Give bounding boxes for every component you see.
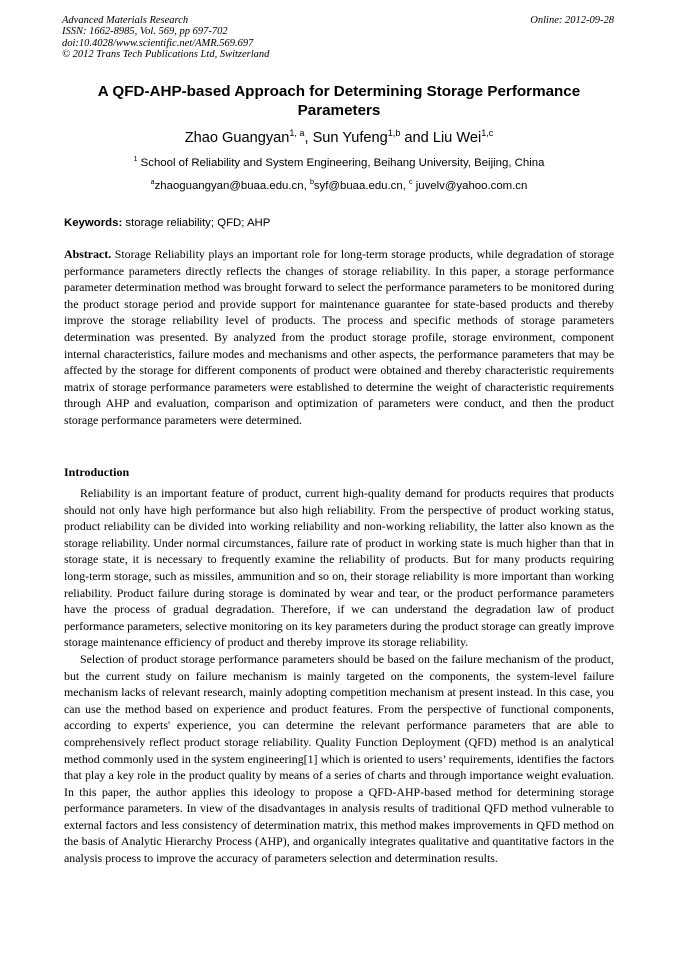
- doi-line: doi:10.4028/www.scientific.net/AMR.569.697: [62, 37, 254, 49]
- keywords: [64, 216, 614, 230]
- affiliation-text: School of Reliability and System Engineering, Beihang University, Beijing, China: [140, 157, 545, 169]
- email-link[interactable]: syf@buaa.edu.cn: [313, 180, 403, 192]
- author-name: Zhao Guangyan: [184, 130, 290, 146]
- author-name: Liu Wei: [432, 130, 482, 146]
- journal-name: Advanced Materials Research: [62, 15, 189, 26]
- author-affiliation-mark: 1,c: [481, 128, 494, 139]
- paragraph: Selection of product storage performance parameters should be based on the failure mechanism of the product, but the current study on failure mechanism is mainly targeted on the components, the system-level failure mechanism lacks of relevant research, mainly adopting competition mechanism at present instead. In this case, you can use the method based on experience and product features. From the perspective of functional components, according to experts' experience, you can determine the relevant performance parameters that are able to comprehensively reflect product storage reliability. Quality Function Deployment (QFD) method is an analytical method commonly used in the system engineering[1] which is oriented to users’ requirements, identifies the factors that play a key role in the product quality by means of a series of charts and through importance weight evaluation. In this paper, the author applies this ideology to propose a QFD-AHP-based method for determining storage performance parameters. In view of the disadvantages in analysis results of traditional QFD method vulnerable to external factors and less consistency of determination matrix, this method makes improvements in QFD method on the basis of Analytic Hierarchy Process (AHP), and organically integrates qualitative and quantitative factors in the analysis process to improve the accuracy of parameters selection and determination results.: [64, 651, 614, 866]
- keywords-text: storage reliability; QFD; AHP: [125, 217, 271, 229]
- paper-title: A QFD-AHP-based Approach for Determining Storage Performance Parameters: [97, 83, 581, 119]
- email-mark: c: [409, 179, 413, 187]
- author-list: [60, 129, 618, 147]
- section-heading-introduction: Introduction: [64, 465, 130, 479]
- author-separator: ,: [304, 130, 313, 146]
- email-link[interactable]: zhaoguangyan@buaa.edu.cn: [154, 180, 304, 192]
- email-link[interactable]: juvelv@yahoo.com.cn: [415, 180, 528, 192]
- online-date: Online: 2012-09-28: [530, 15, 614, 26]
- abstract-text: Storage Reliability plays an important role for long-term storage products, while degradation of storage performance parameters directly reflects the changes of storage reliability. In this paper, a storage performance parameter determination method was brought forward to select the performance parameters to be monitored during the product storage period and provide support for maintenance guarantee for state-based products and thereby improve the storage reliability level of products. The process and specific methods of storage parameters determination was presented. By analyzed from the product storage profile, storage environment, component internal characteristics, failure modes and mechanisms and other aspects, the performance parameters that may be affected by the storage for different components of product were obtained and thereby characteristic requirements matrix of storage performance parameters were established to determine the weight of characteristic requirements through AHP and evaluation, comparison and optimization of parameters were conduct, and then the product storage performance parameters were determined.: [64, 247, 614, 427]
- author-affiliation-mark: 1, a: [289, 128, 305, 139]
- affiliation: [60, 156, 618, 170]
- affiliation-mark: 1: [133, 156, 138, 164]
- keywords-label: Keywords:: [64, 217, 123, 229]
- copyright-line: © 2012 Trans Tech Publications Ltd, Switzerland: [62, 49, 270, 61]
- author-affiliation-mark: 1,b: [387, 128, 401, 139]
- author-name: Sun Yufeng: [312, 130, 388, 146]
- abstract: [64, 246, 614, 429]
- introduction-body: [64, 485, 614, 867]
- email-list: $^a$zhaoguangyan@buaa.edu.cn, $^b$syf@buaa.edu.cn, $^c$ juvelv@yahoo.com.cn: [150, 179, 528, 192]
- paragraph: Reliability is an important feature of product, current high-quality demand for products requires that products should not only have high performance but also high reliability. From the perspective of product working status, product reliability can be divided into working reliability and non-working reliability, the latter also known as the storage reliability. Under normal circumstances, failure rate of product in working state is much higher than that in storage state, it is necessary to frequently examine the reliability of products. But for many products requiring long-term storage, such as missiles, ammunition and so on, their storage reliability is more important than working reliability. Product failure during storage is dominated by wear and tear, or the product performance parameters have the process of gradual degradation. Therefore, if we can understand the degradation law of product performance parameters, selective monitoring on its key parameters during the product storage can greatly improve storage maintenance efficiency of product and thereby improve its storage reliability.: [64, 486, 614, 650]
- abstract-label: Abstract.: [64, 247, 112, 261]
- issn-line: ISSN: 1662-8985, Vol. 569, pp 697-702: [62, 26, 228, 38]
- email-mark: b: [309, 179, 314, 187]
- author-separator: and: [400, 130, 433, 146]
- email-mark: a: [150, 179, 155, 187]
- journal-header: [62, 15, 482, 61]
